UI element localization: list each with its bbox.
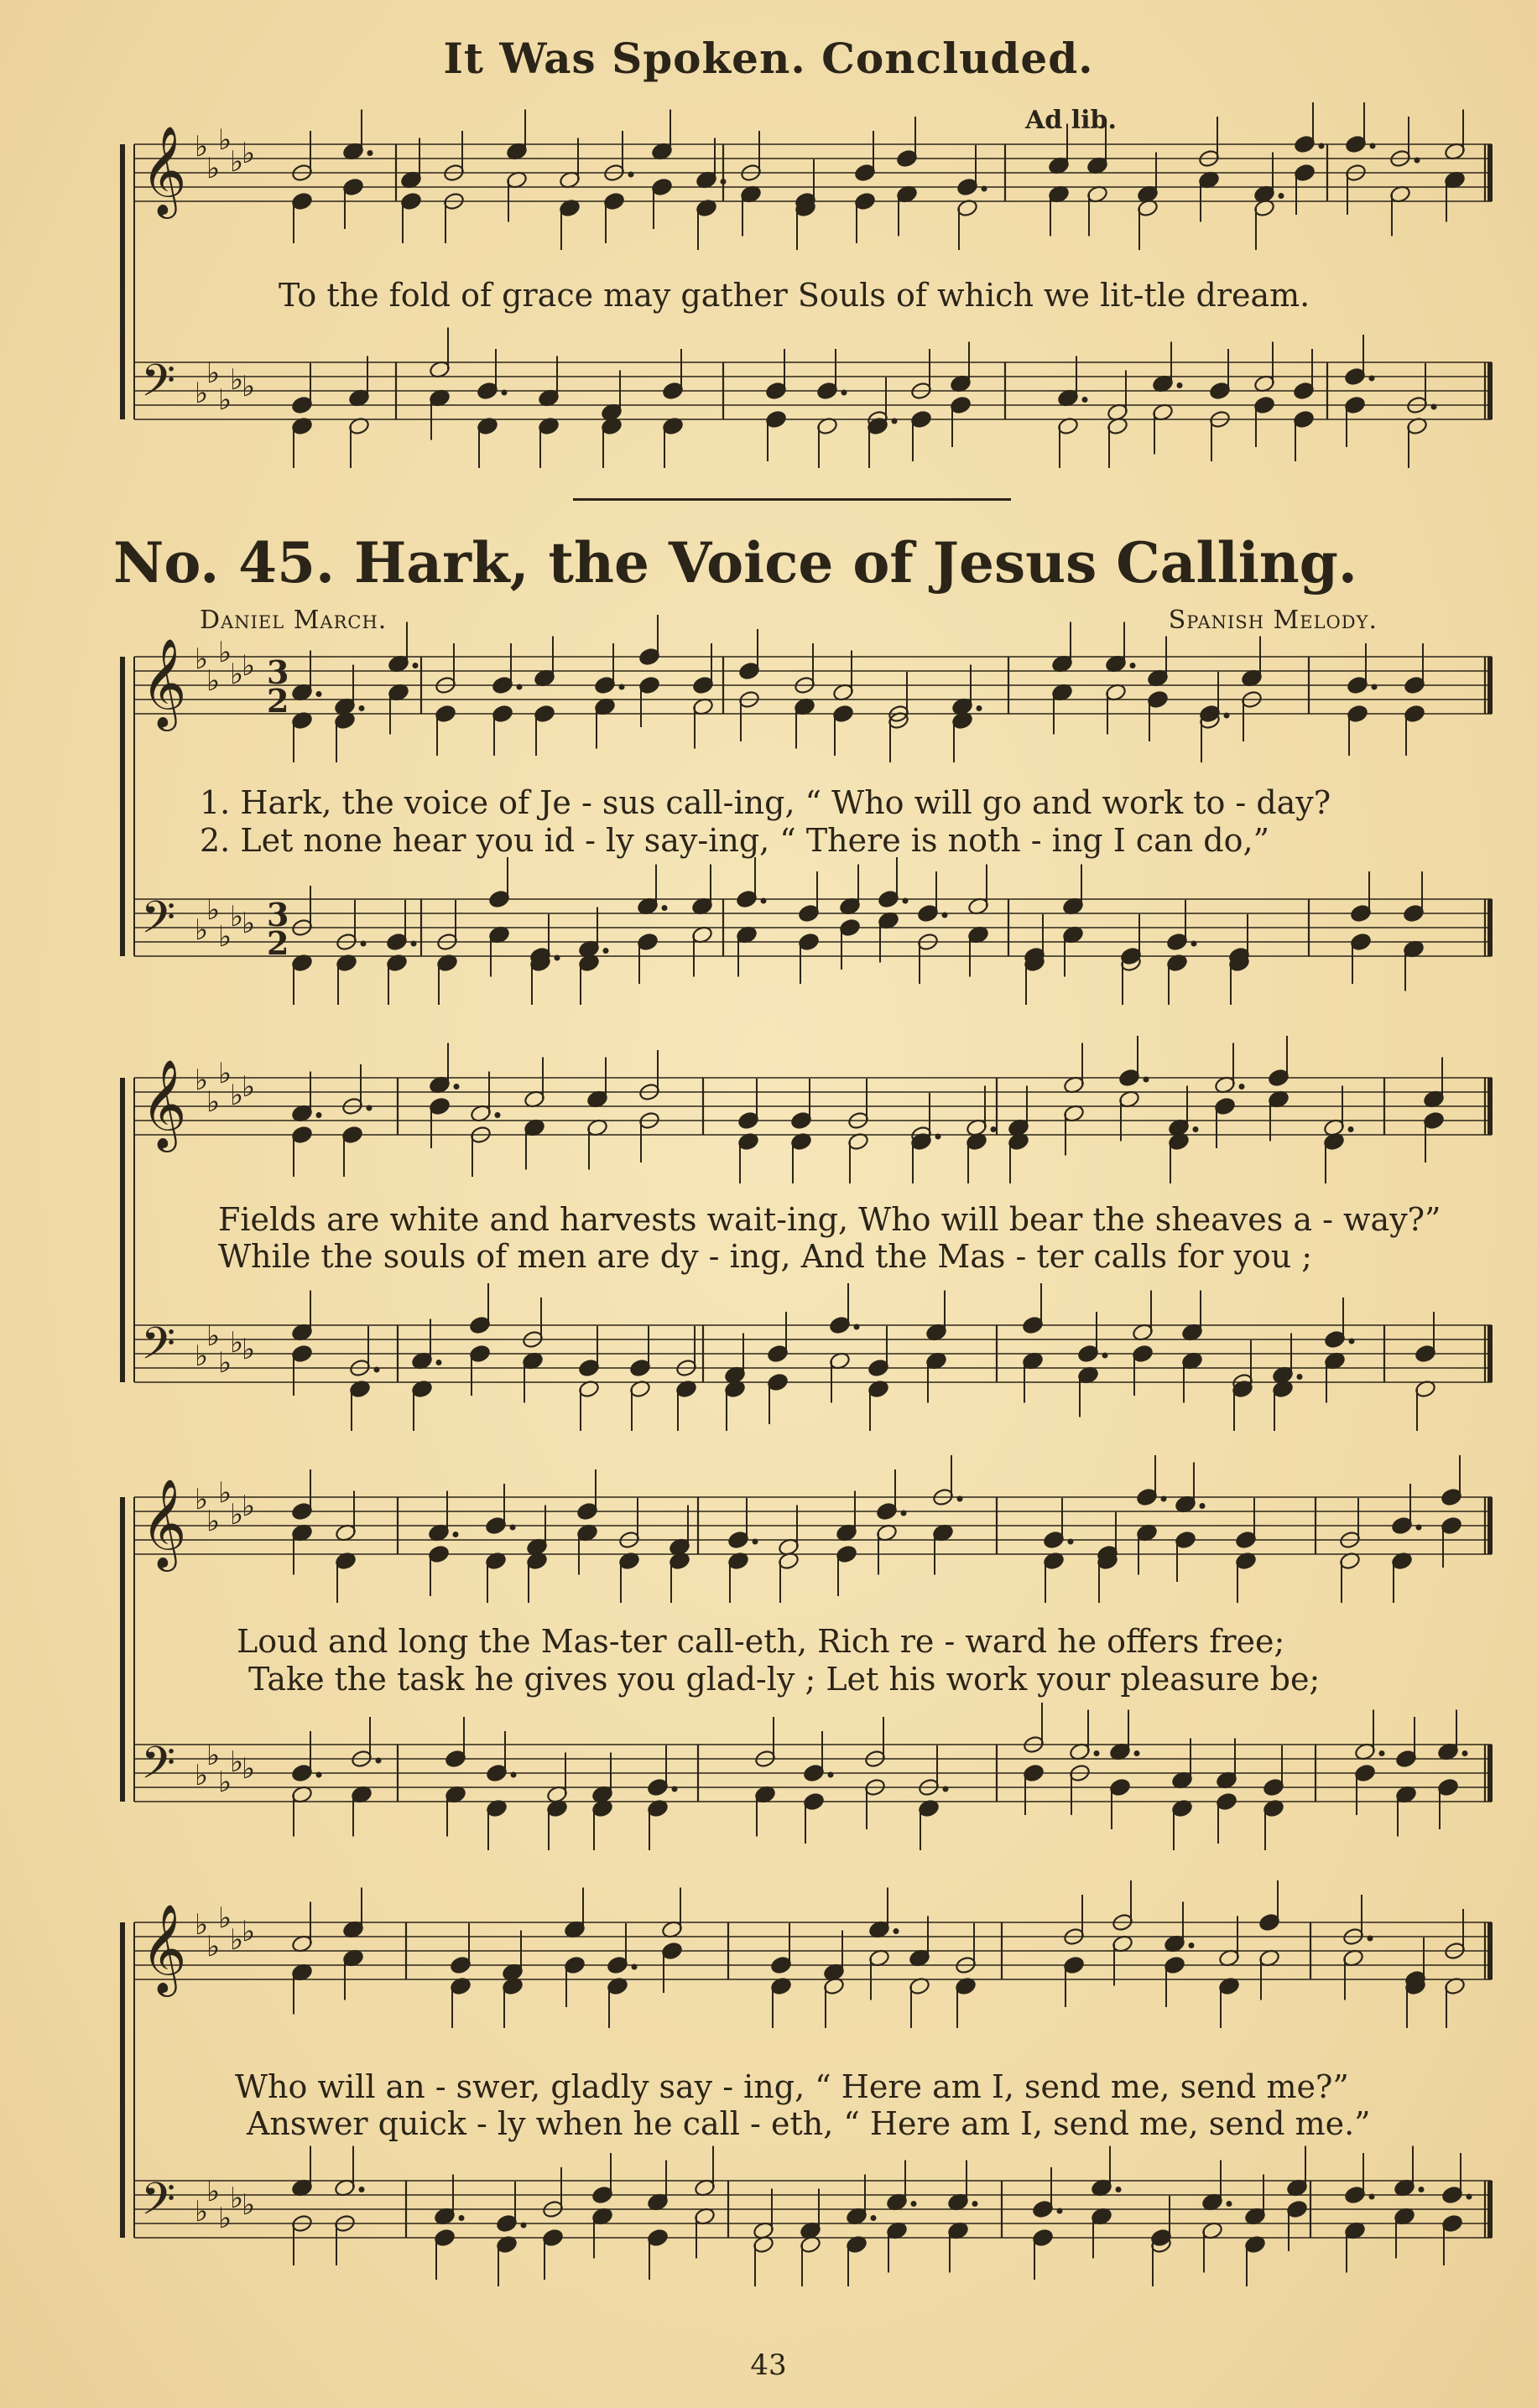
lyricist-credit: Daniel March. xyxy=(200,606,388,635)
svg-text:𝄞: 𝄞 xyxy=(141,125,187,215)
svg-text:♭: ♭ xyxy=(195,1339,209,1373)
svg-text:♭: ♭ xyxy=(218,636,232,669)
system-1-verse-1: 1. Hark, the voice of Je - sus call-ing, “ Who will go and work to - day? xyxy=(200,784,1331,821)
svg-text:♭: ♭ xyxy=(218,2202,232,2235)
svg-text:♭: ♭ xyxy=(218,1766,232,1799)
svg-text:♭: ♭ xyxy=(230,145,244,179)
composer-credit: Spanish Melody. xyxy=(1168,606,1378,635)
svg-text:♭: ♭ xyxy=(195,1759,209,1792)
svg-text:♭: ♭ xyxy=(206,2175,221,2208)
svg-text:3: 3 xyxy=(267,896,289,934)
svg-text:♭: ♭ xyxy=(218,1901,232,1935)
hymn-title: Hark, the Voice of Jesus Calling. xyxy=(353,530,1357,595)
svg-text:𝄢: 𝄢 xyxy=(141,356,176,418)
svg-text:𝄢: 𝄢 xyxy=(141,892,176,954)
system-4-verse-2: Answer quick - ly when he call - eth, “ Here am I, send me, send me.” xyxy=(247,2105,1371,2142)
svg-text:♭: ♭ xyxy=(195,1064,209,1097)
svg-text:♭: ♭ xyxy=(230,1745,244,1779)
page-number: 43 xyxy=(750,2348,787,2382)
svg-text:♭: ♭ xyxy=(230,1326,244,1360)
svg-text:♭: ♭ xyxy=(195,130,209,164)
continuation-lyric: To the fold of grace may gather Souls of which we lit-tle dream. xyxy=(279,277,1310,314)
svg-text:♭: ♭ xyxy=(242,907,256,940)
svg-text:♭: ♭ xyxy=(195,642,209,676)
svg-text:♭: ♭ xyxy=(230,1923,244,1957)
svg-text:♭: ♭ xyxy=(206,1739,221,1772)
svg-text:♭: ♭ xyxy=(242,1333,256,1366)
svg-text:♭: ♭ xyxy=(242,137,256,170)
svg-text:♭: ♭ xyxy=(206,893,221,927)
svg-text:♭: ♭ xyxy=(242,1915,256,1948)
svg-text:𝄢: 𝄢 xyxy=(141,2174,176,2236)
svg-text:2: 2 xyxy=(267,924,289,962)
system-3-verse-1: Loud and long the Mas-ter call-eth, Rich re - ward he offers free; xyxy=(237,1623,1285,1660)
svg-text:♭: ♭ xyxy=(242,649,256,683)
svg-text:♭: ♭ xyxy=(195,1483,209,1516)
tempo-mark: Ad lib. xyxy=(1025,106,1117,135)
svg-text:♭: ♭ xyxy=(218,123,232,157)
system-2-verse-1: Fields are white and harvests wait-ing, Who will bear the sheaves a - way?” xyxy=(218,1201,1441,1238)
system-4-verse-1: Who will an - swer, gladly say - ing, “ Here am I, send me, send me?” xyxy=(235,2068,1349,2105)
hymn-heading xyxy=(113,530,1357,595)
svg-text:♭: ♭ xyxy=(218,383,232,417)
svg-text:♭: ♭ xyxy=(206,356,221,390)
svg-text:♭: ♭ xyxy=(206,664,221,698)
svg-text:♭: ♭ xyxy=(206,152,221,185)
svg-text:♭: ♭ xyxy=(230,658,244,691)
hymn-number: No. 45. xyxy=(113,530,335,595)
svg-text:♭: ♭ xyxy=(195,913,209,947)
system-3-verse-2: Take the task he gives you glad-ly ; Let his work your pleasure be; xyxy=(248,1661,1321,1698)
svg-text:♭: ♭ xyxy=(230,1498,244,1532)
svg-text:3: 3 xyxy=(267,653,289,691)
svg-text:𝄢: 𝄢 xyxy=(141,1318,176,1381)
svg-text:♭: ♭ xyxy=(218,1476,232,1510)
svg-text:♭: ♭ xyxy=(230,363,244,397)
svg-text:𝄞: 𝄞 xyxy=(141,637,187,727)
svg-text:♭: ♭ xyxy=(195,2195,209,2229)
svg-text:♭: ♭ xyxy=(206,1505,221,1538)
continuation-title: It Was Spoken. Concluded. xyxy=(443,34,1094,83)
svg-text:♭: ♭ xyxy=(242,2188,256,2222)
svg-text:♭: ♭ xyxy=(218,1057,232,1090)
system-1-verse-2: 2. Let none hear you id - ly say-ing, “ There is noth - ing I can do,” xyxy=(200,822,1270,859)
svg-text:♭: ♭ xyxy=(242,1490,256,1523)
svg-text:♭: ♭ xyxy=(242,1752,256,1786)
svg-text:♭: ♭ xyxy=(230,2182,244,2215)
svg-text:♭: ♭ xyxy=(230,900,244,934)
svg-text:♭: ♭ xyxy=(206,1319,221,1353)
svg-text:♭: ♭ xyxy=(242,370,256,403)
svg-text:2: 2 xyxy=(267,682,289,720)
svg-text:𝄞: 𝄞 xyxy=(141,1478,187,1568)
svg-text:𝄞: 𝄞 xyxy=(141,1058,187,1148)
svg-text:♭: ♭ xyxy=(195,1908,209,1942)
svg-text:♭: ♭ xyxy=(206,1930,221,1963)
svg-text:𝄞: 𝄞 xyxy=(141,1903,187,1993)
svg-text:♭: ♭ xyxy=(195,377,209,410)
svg-text:♭: ♭ xyxy=(230,1079,244,1112)
svg-text:♭: ♭ xyxy=(218,1346,232,1380)
system-2-verse-2: While the souls of men are dy - ing, And the Mas - ter calls for you ; xyxy=(218,1238,1313,1275)
svg-text:♭: ♭ xyxy=(218,920,232,954)
svg-text:♭: ♭ xyxy=(242,1070,256,1104)
svg-text:♭: ♭ xyxy=(206,1085,221,1119)
section-divider xyxy=(573,498,1011,501)
svg-text:𝄢: 𝄢 xyxy=(141,1738,176,1800)
